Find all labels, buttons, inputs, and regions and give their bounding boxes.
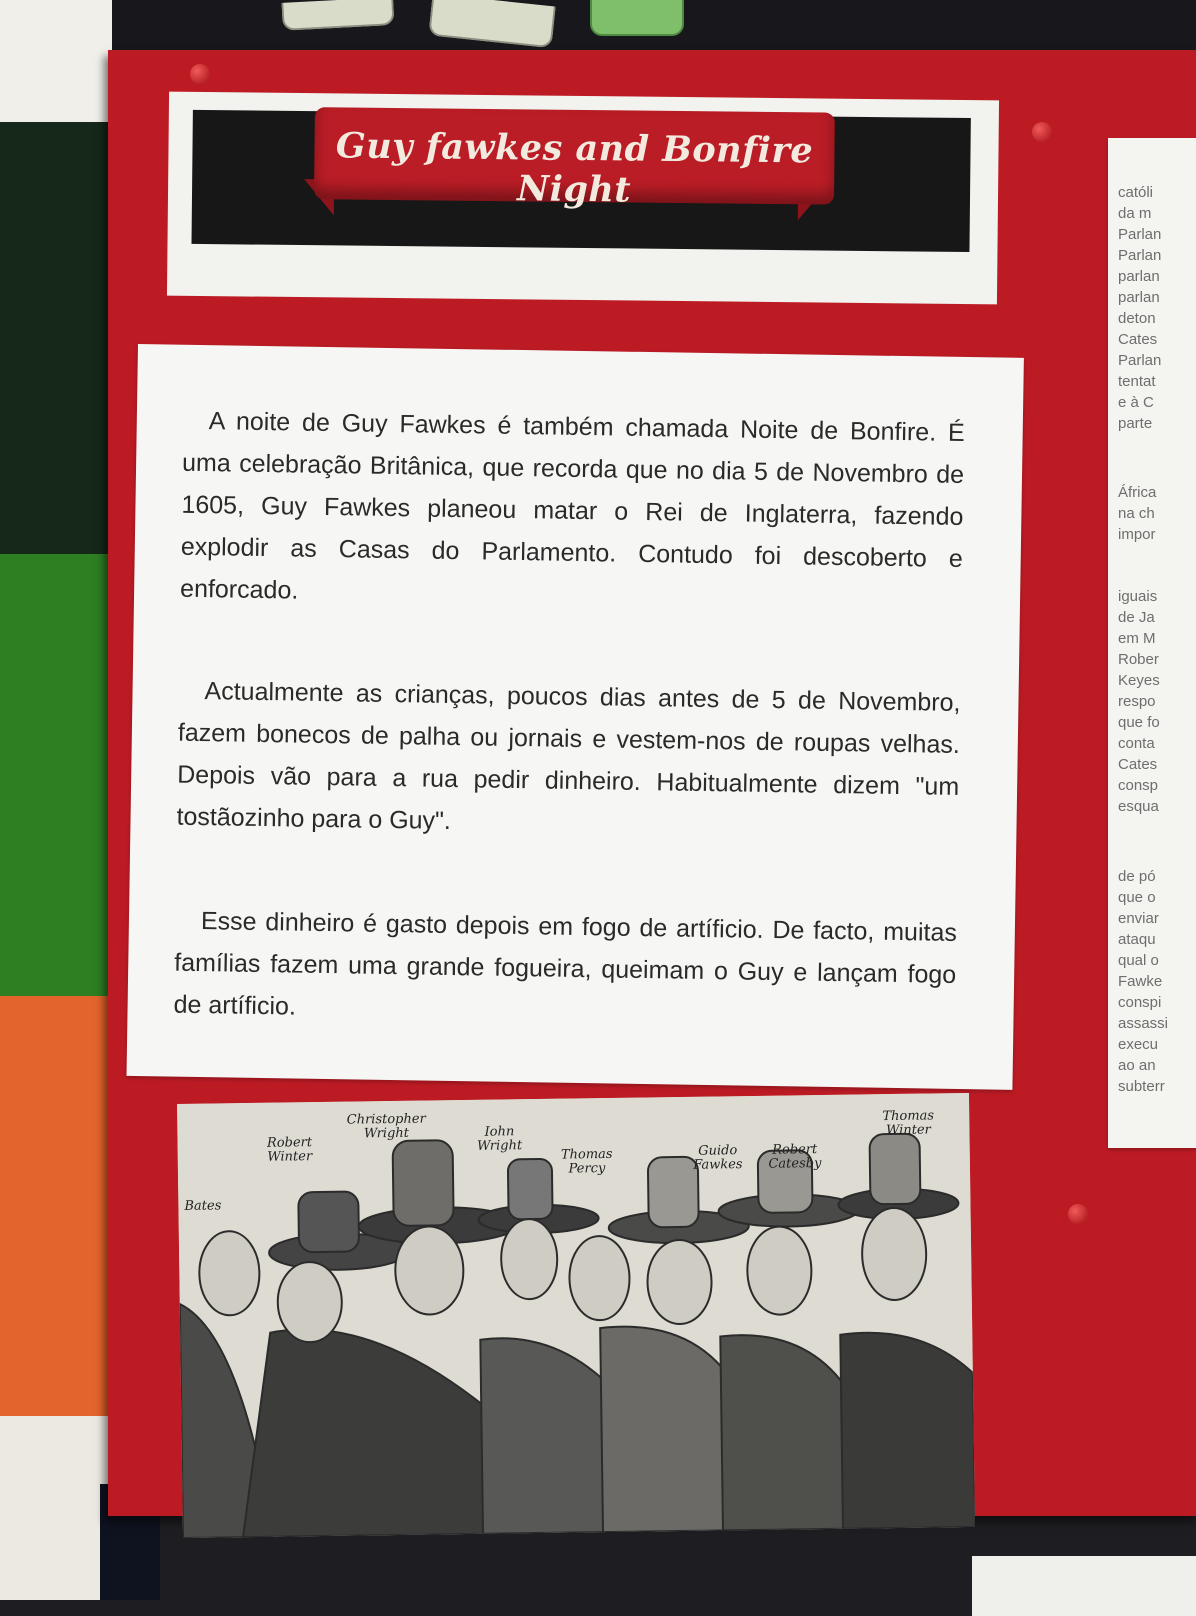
label-christopher-wright: Christopher Wright <box>346 1111 426 1142</box>
label-john-wright: Iohn Wright <box>476 1124 523 1154</box>
conspirators-engraving <box>177 1093 975 1538</box>
side-text-block-3: iguais de Ja em M Rober Keyes respo que fo conta Cates consp esqua <box>1118 588 1160 815</box>
wall-stripe-green <box>0 554 112 996</box>
wall-stripe-dark-green <box>0 122 112 554</box>
wall-stripe-white-bottom <box>0 1416 112 1600</box>
title-card <box>167 92 999 305</box>
push-pin <box>1032 122 1052 142</box>
text-card <box>127 344 1024 1090</box>
side-text-card <box>1108 138 1196 1148</box>
side-text-block-2: África na ch impor <box>1118 484 1157 543</box>
paper-slip-green <box>590 0 684 36</box>
wall-stripe-orange <box>0 996 112 1416</box>
push-pin <box>190 64 210 84</box>
label-thomas-percy: Thomas Percy <box>560 1146 613 1177</box>
label-bates: Bates <box>184 1198 222 1214</box>
bottom-paper <box>972 1556 1196 1616</box>
label-robert-catesby: Robert Catesby <box>768 1142 822 1172</box>
paragraph-1: A noite de Guy Fawkes é também chamada Noite de Bonfire. É uma celebração Britânica, que recorda que no dia 5 de Novembro de 1605, Guy Fawkes planeou matar o Rei de Inglaterra, fazendo explodir as Casas do Parlamento. Contudo foi descoberto e enforcado. <box>179 407 965 605</box>
paragraph-2: Actualmente as crianças, poucos dias antes de 5 de Novembro, fazem bonecos de palha ou jornais e vestem-nos de roupas velhas. Depois vão para a rua pedir dinheiro. Habitualmente dizem "um tostãozinho para o Guy". <box>176 677 961 835</box>
side-text-block-1: católi da m Parlan Parlan parlan parlan deton Cates Parlan tentat e à C parte <box>1118 184 1162 432</box>
push-pin <box>1068 1204 1088 1224</box>
paragraph-3: Esse dinheiro é gasto depois em fogo de artíficio. De facto, muitas famílias fazem uma grande fogueira, queimam o Guy e lançam fogo de artíficio. <box>173 907 958 1021</box>
label-robert-winter: Robert Winter <box>266 1135 313 1165</box>
wall-stripe-white <box>0 0 112 122</box>
poster-title: Guy fawkes and Bonfire Night <box>335 125 814 211</box>
label-guido-fawkes: Guido Fawkes <box>693 1143 743 1173</box>
label-thomas-winter: Thomas Winter <box>882 1108 935 1139</box>
side-text-block-4: de pó que o enviar ataqu qual o Fawke conspi assassi execu ao an subterr <box>1118 868 1169 1095</box>
